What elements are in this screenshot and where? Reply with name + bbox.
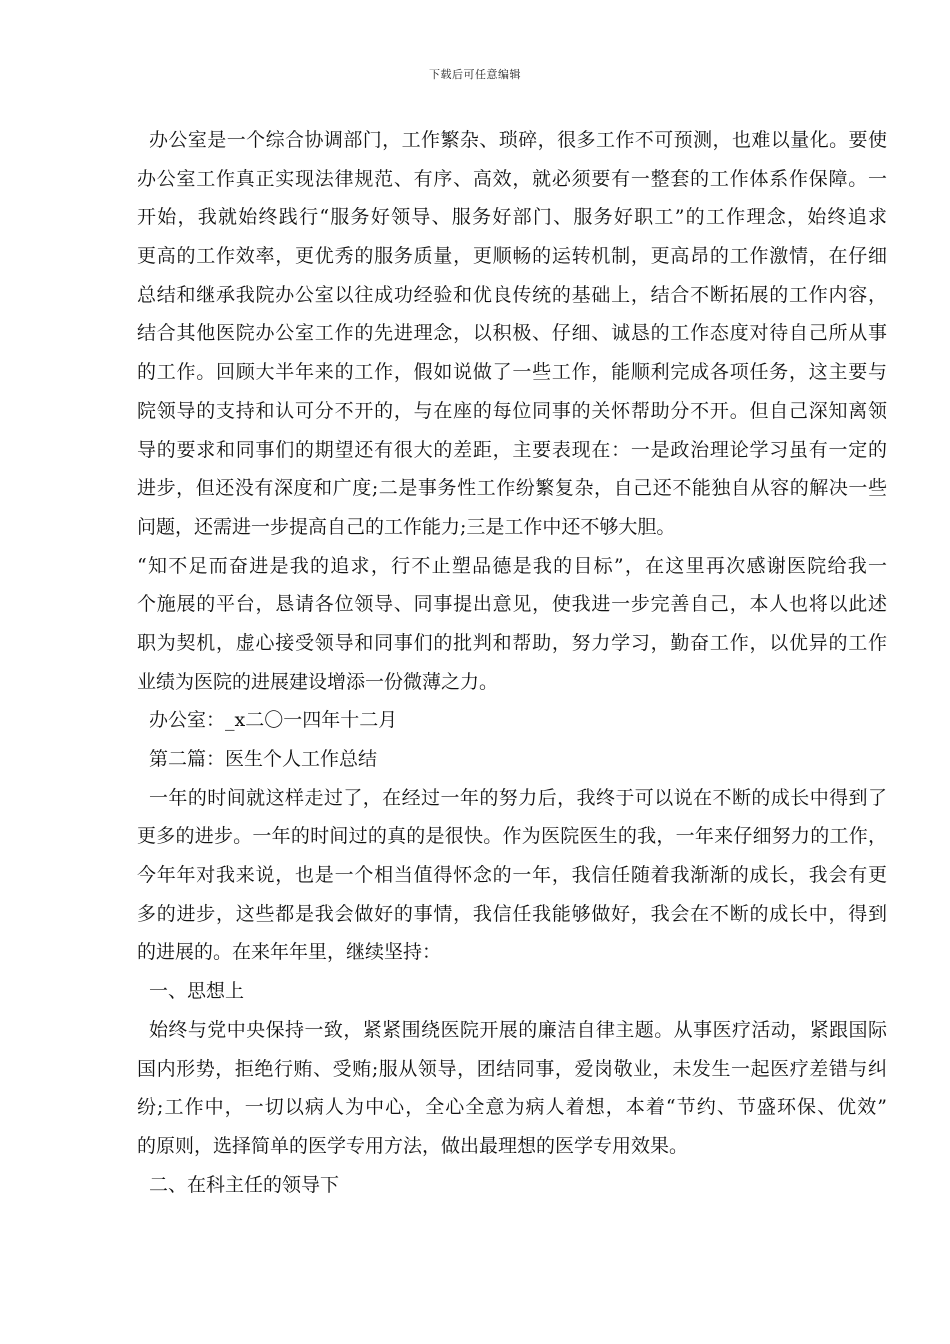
paragraph-line: 多的进步，这些都是我会做好的事情，我信任我能够做好，我会在不断的成长中，得到 — [137, 902, 887, 925]
paragraph-line: 办公室工作真正实现法律规范、有序、高效，就必须要有一整套的工作体系作保障。一 — [137, 167, 887, 190]
paragraph-line: 院领导的支持和认可分不开的，与在座的每位同事的关怀帮助分不开。但自己深知离领 — [137, 399, 887, 422]
paragraph-line: 职为契机，虚心接受领导和同事们的批判和帮助，努力学习，勤奋工作，以优异的工作 — [137, 631, 887, 654]
paragraph-line: 国内形势，拒绝行贿、受贿;服从领导，团结同事，爱岗敬业，未发生一起医疗差错与纠 — [137, 1057, 887, 1080]
subsection-heading: 一、思想上 — [149, 980, 245, 1003]
paragraph-line: 办公室是一个综合协调部门，工作繁杂、琐碎，很多工作不可预测，也难以量化。要使 — [149, 129, 887, 151]
page-header: 下载后可任意编辑 — [429, 68, 521, 81]
paragraph-line: 更多的进步。一年的时间过的真的是很快。作为医院医生的我，一年来仔细努力的工作， — [137, 825, 887, 848]
signature-line: 办公室：_x二〇一四年十二月 — [149, 709, 398, 732]
paragraph-line: 进步，但还没有深度和广度;二是事务性工作纷繁复杂，自己还不能独自从容的解决一些 — [137, 477, 887, 500]
paragraph-line: 开始，我就始终践行“服务好领导、服务好部门、服务好职工”的工作理念，始终追求 — [137, 206, 887, 229]
paragraph-line: “知不足而奋进是我的追求，行不止塑品德是我的目标”，在这里再次感谢医院给我一 — [137, 554, 887, 577]
paragraph-line: 今年年对我来说，也是一个相当值得怀念的一年，我信任随着我渐渐的成长，我会有更 — [137, 864, 887, 887]
paragraph-line: 始终与党中央保持一致，紧紧围绕医院开展的廉洁自律主题。从事医疗活动，紧跟国际 — [149, 1018, 887, 1041]
paragraph-line: 问题，还需进一步提高自己的工作能力;三是工作中还不够大胆。 — [137, 515, 676, 538]
paragraph-line: 导的要求和同事们的期望还有很大的差距，主要表现在：一是政治理论学习虽有一定的 — [137, 438, 887, 461]
paragraph-line: 个施展的平台，恳请各位领导、同事提出意见，使我进一步完善自己，本人也将以此述 — [137, 593, 887, 616]
paragraph-line: 业绩为医院的进展建设增添一份微薄之力。 — [137, 670, 499, 693]
paragraph-line: 总结和继承我院办公室以往成功经验和优良传统的基础上，结合不断拓展的工作内容， — [137, 283, 887, 306]
paragraph-line: 更高的工作效率，更优秀的服务质量，更顺畅的运转机制，更高昂的工作激情，在仔细 — [137, 245, 887, 268]
subsection-heading: 二、在科主任的领导下 — [149, 1173, 340, 1196]
section-heading: 第二篇：医生个人工作总结 — [149, 748, 378, 770]
paragraph-line: 一年的时间就这样走过了，在经过一年的努力后，我终于可以说在不断的成长中得到了 — [149, 786, 887, 809]
paragraph-line: 纷;工作中，一切以病人为中心，全心全意为病人着想，本着“节约、节盛环保、优效” — [137, 1096, 887, 1119]
paragraph-line: 结合其他医院办公室工作的先进理念，以积极、仔细、诚恳的工作态度对待自己所从事 — [137, 322, 887, 345]
paragraph-line: 的原则，选择简单的医学专用方法，做出最理想的医学专用效果。 — [137, 1134, 689, 1157]
paragraph-line: 的工作。回顾大半年来的工作，假如说做了一些工作，能顺利完成各项任务，这主要与 — [137, 361, 887, 384]
paragraph-line: 的进展的。在来年年里，继续坚持： — [137, 941, 442, 964]
document-body — [137, 121, 887, 1204]
